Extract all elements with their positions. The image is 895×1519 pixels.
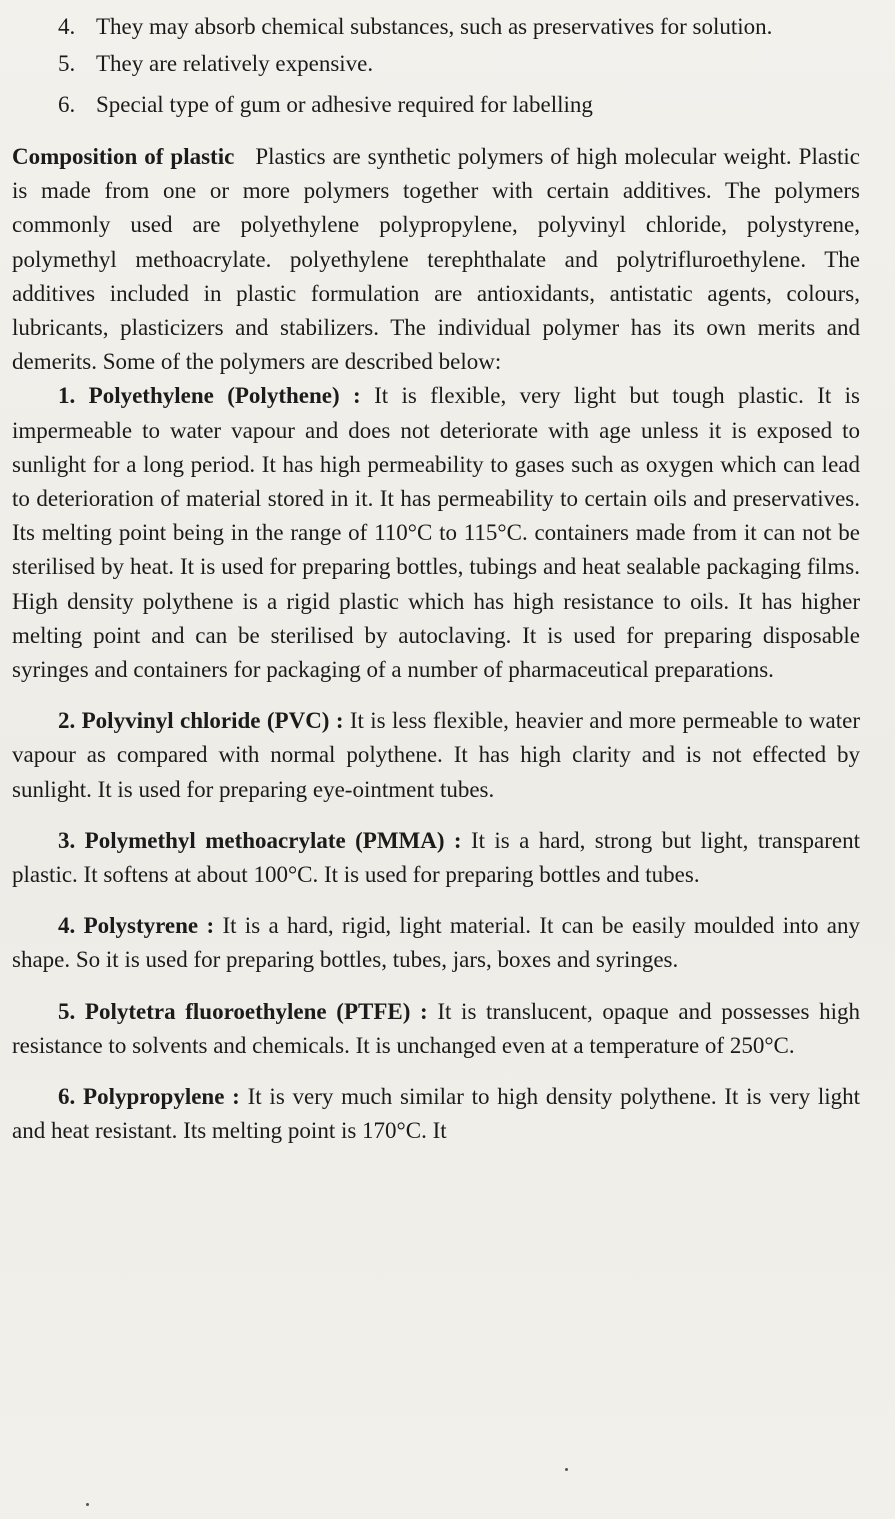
polymer-description: It is less flexible, heavier and more permeable to water vapour as compared with normal polythene. It has high clarity and is not effected by sunlight. It is used for preparing eye-ointment tubes.: [12, 708, 860, 802]
polymer-name: Polyethylene (Polythene) :: [88, 383, 361, 409]
polymer-entry-pvc: [12, 704, 860, 807]
polymer-number: 3.: [58, 827, 76, 853]
polymer-name: Polytetra fluoroethylene (PTFE) :: [84, 998, 428, 1024]
polymer-name: Polypropylene :: [83, 1084, 240, 1110]
polymer-number: 5.: [58, 998, 76, 1024]
polymer-entry-pmma: [12, 824, 860, 892]
list-text: Special type of gum or adhesive required for labelling: [96, 92, 593, 117]
polymer-entry-polyethylene: [12, 379, 860, 687]
list-text: They are relatively expensive.: [96, 51, 374, 76]
polymer-name: Polyvinyl chloride (PVC) :: [81, 708, 344, 734]
composition-heading: Composition of plastic: [12, 144, 235, 169]
list-item: [12, 10, 860, 43]
polymer-entry-ptfe: [12, 995, 860, 1063]
list-number: 5.: [58, 51, 76, 76]
scan-speck: [565, 1468, 568, 1471]
page-content: [12, 10, 860, 1148]
list-item: [12, 88, 860, 121]
polymer-name: Polystyrene :: [83, 913, 215, 939]
polymer-description: It is translucent, opaque and possesses high resistance to solvents and chemicals. It is unchanged even at a temperature of 250°C.: [12, 998, 861, 1058]
polymer-description: It is a hard, strong but light, transparent plastic. It softens at about 100°C. It is used for preparing bottles and tubes.: [12, 827, 860, 888]
list-item: [12, 47, 860, 80]
polymer-number: 6.: [58, 1084, 76, 1110]
composition-paragraph: [12, 140, 860, 379]
composition-text: Plastics are synthetic polymers of high molecular weight. Plastic is made from one or more polymers together with certain additives. The polymers commonly used are polyethylene polypropylene, polyvinyl chloride, polystyrene, polymethyl methoacrylate. polyethylene terephthalate and polytrifluroethylene. The additives included in plastic formulation are antioxidants, antistatic agents, colours, lubricants, plasticizers and stabilizers. The individual polymer has its own merits and demerits. Some of the polymers are described below:: [12, 144, 860, 375]
polymer-entry-polystyrene: [12, 909, 860, 977]
polymer-description: It is a hard, rigid, light material. It can be easily moulded into any shape. So it is used for preparing bottles, tubes, jars, boxes and syringes.: [12, 913, 861, 973]
list-text: They may absorb chemical substances, such as preservatives for solution.: [96, 14, 773, 39]
polymer-description: It is very much similar to high density polythene. It is very light and heat resistant. Its melting point is 170°C. It: [12, 1084, 861, 1144]
list-number: 6.: [58, 92, 76, 117]
polymer-number: 4.: [58, 913, 76, 939]
polymer-name: Polymethyl methoacrylate (PMMA) :: [84, 827, 462, 853]
polymer-number: 2.: [58, 708, 76, 734]
polymer-description: It is flexible, very light but tough plastic. It is impermeable to water vapour and does not deteriorate with age unless it is exposed to sunlight for a long period. It has high permeability to gases such as oxygen which can lead to deterioration of material stored in it. It has permeability to certain oils and preservatives. Its melting point being in the range of 110°C to 115°C. containers made from it can not be sterilised by heat. It is used for preparing bottles, tubings and heat sealable packaging films. High density polythene is a rigid plastic which has high resistance to oils. It has higher melting point and can be sterilised by autoclaving. It is used for preparing disposable syringes and containers for packaging of a number of pharmaceutical preparations.: [12, 383, 860, 683]
polymer-entry-polypropylene: [12, 1080, 860, 1148]
polymer-number: 1.: [58, 383, 76, 409]
scan-speck: [86, 1503, 89, 1506]
list-number: 4.: [58, 14, 76, 39]
